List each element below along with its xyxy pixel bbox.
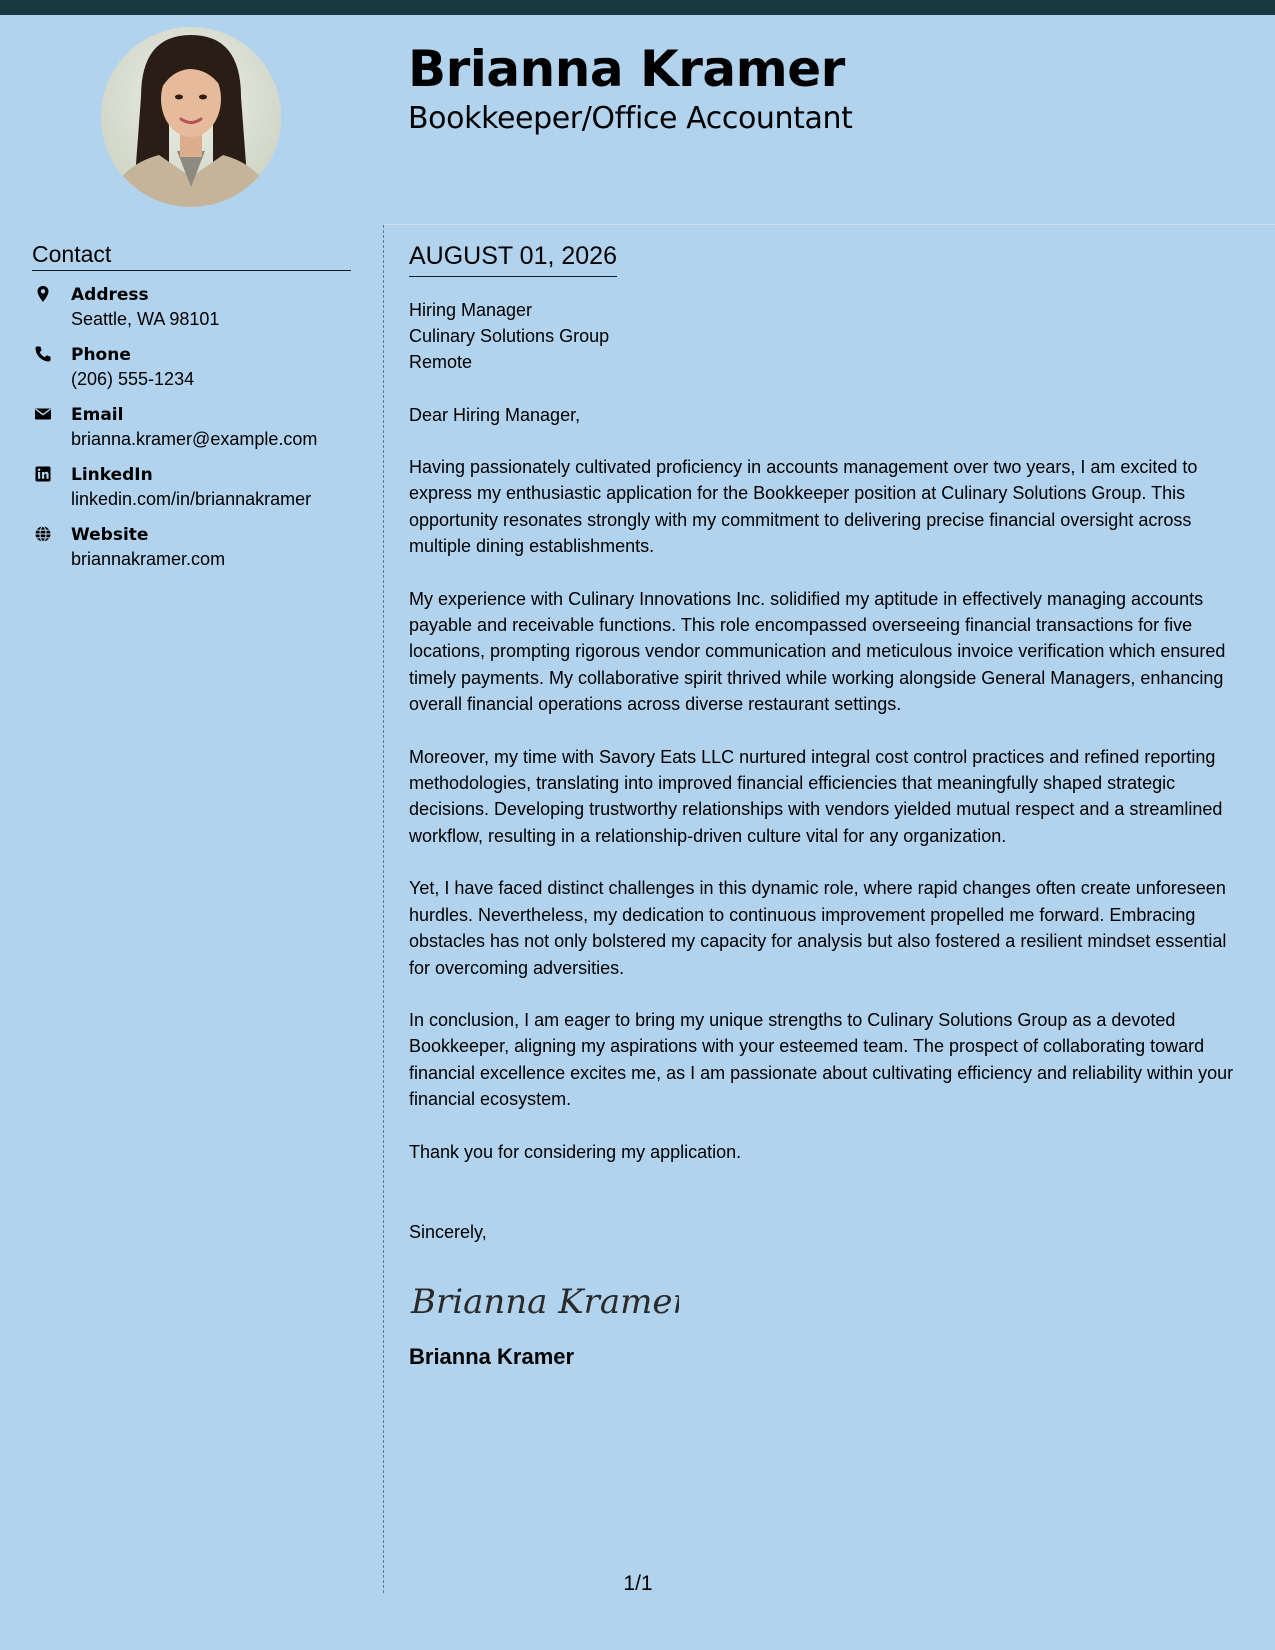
letter-date: AUGUST 01, 2026 — [409, 240, 617, 277]
website-value: briannakramer.com — [71, 549, 226, 569]
paragraph-2: My experience with Culinary Innovations Inc. solidified my aptitude in effectively managing accounts payable and receivable functions. This role encompassed overseeing financial transactions for five locations, prompting rigorous vendor communication and meticulous invoice verification which ensured timely payments. My collaborative spirit thrived while working alongside General Managers, enhancing overall financial operations across diverse restaurant settings. — [409, 588, 1226, 715]
linkedin-icon — [34, 465, 52, 483]
email-value: brianna.kramer@example.com — [71, 429, 318, 449]
letter-body — [409, 240, 1251, 1371]
paragraph-3: Moreover, my time with Savory Eats LLC nurtured integral cost control practices and refined reporting methodologies, translating into improved financial efficiencies that meaningfully shaped strategic decisions. Developing trustworthy relationships with vendors yielded mutual respect and a streamlined workflow, resulting in a relationship-driven culture vital for any organization. — [409, 746, 1223, 846]
paragraph-6: Thank you for considering my application. — [409, 1141, 742, 1162]
contact-sidebar — [32, 240, 351, 583]
profile-photo — [101, 27, 281, 207]
recipient-name: Hiring Manager — [409, 300, 533, 320]
recipient-location: Remote — [409, 352, 473, 372]
candidate-name: Brianna Kramer — [408, 40, 845, 98]
address-label: Address — [71, 285, 149, 305]
header-divider — [384, 224, 1275, 225]
linkedin-label: LinkedIn — [71, 465, 153, 485]
closing: Sincerely, — [409, 1221, 487, 1242]
paragraph-1: Having passionately cultivated proficiency in accounts management over two years, I am excited to express my enthusiastic application for the Bookkeeper position at Culinary Solutions Group. This opportunity resonates strongly with my commitment to delivering precise financial oversight across multiple dining establishments. — [409, 457, 1198, 557]
paragraph-4: Yet, I have faced distinct challenges in this dynamic role, where rapid changes often create unforeseen hurdles. Nevertheless, my dedication to continuous improvement propelled me forward. Embracing obstacles has not only bolstered my capacity for analysis but also fostered a resilient mindset essential for overcoming adversities. — [409, 878, 1227, 978]
phone-icon — [34, 345, 52, 363]
contact-item-address — [32, 283, 351, 331]
contact-item-phone — [32, 343, 351, 391]
phone-value: (206) 555-1234 — [71, 369, 195, 389]
email-label: Email — [71, 405, 124, 425]
contact-item-email — [32, 403, 351, 451]
contact-item-linkedin — [32, 463, 351, 511]
signature-text: Brianna Kramer — [411, 1281, 679, 1322]
recipient-block — [409, 297, 1251, 375]
globe-icon — [34, 525, 52, 543]
header-bar — [0, 0, 1275, 15]
handwritten-signature — [409, 1269, 1251, 1329]
salutation: Dear Hiring Manager, — [409, 405, 581, 425]
column-divider — [383, 225, 384, 1593]
linkedin-value: linkedin.com/in/briannakramer — [71, 489, 312, 509]
envelope-icon — [34, 405, 52, 423]
phone-label: Phone — [71, 345, 131, 365]
page-number: 1/1 — [623, 1572, 653, 1595]
address-value: Seattle, WA 98101 — [71, 309, 220, 329]
website-label: Website — [71, 525, 149, 545]
recipient-company: Culinary Solutions Group — [409, 326, 610, 346]
signed-name: Brianna Kramer — [409, 1343, 575, 1369]
contact-heading: Contact — [32, 240, 351, 271]
paragraph-5: In conclusion, I am eager to bring my unique strengths to Culinary Solutions Group as a devoted Bookkeeper, aligning my aspirations with your esteemed team. The prospect of collaborating toward financial excellence excites me, as I am passionate about cultivating efficiency and reliability within your financial ecosystem. — [409, 1009, 1234, 1110]
candidate-title: Bookkeeper/Office Accountant — [408, 101, 853, 136]
map-pin-icon — [34, 285, 52, 303]
contact-item-website — [32, 523, 351, 571]
